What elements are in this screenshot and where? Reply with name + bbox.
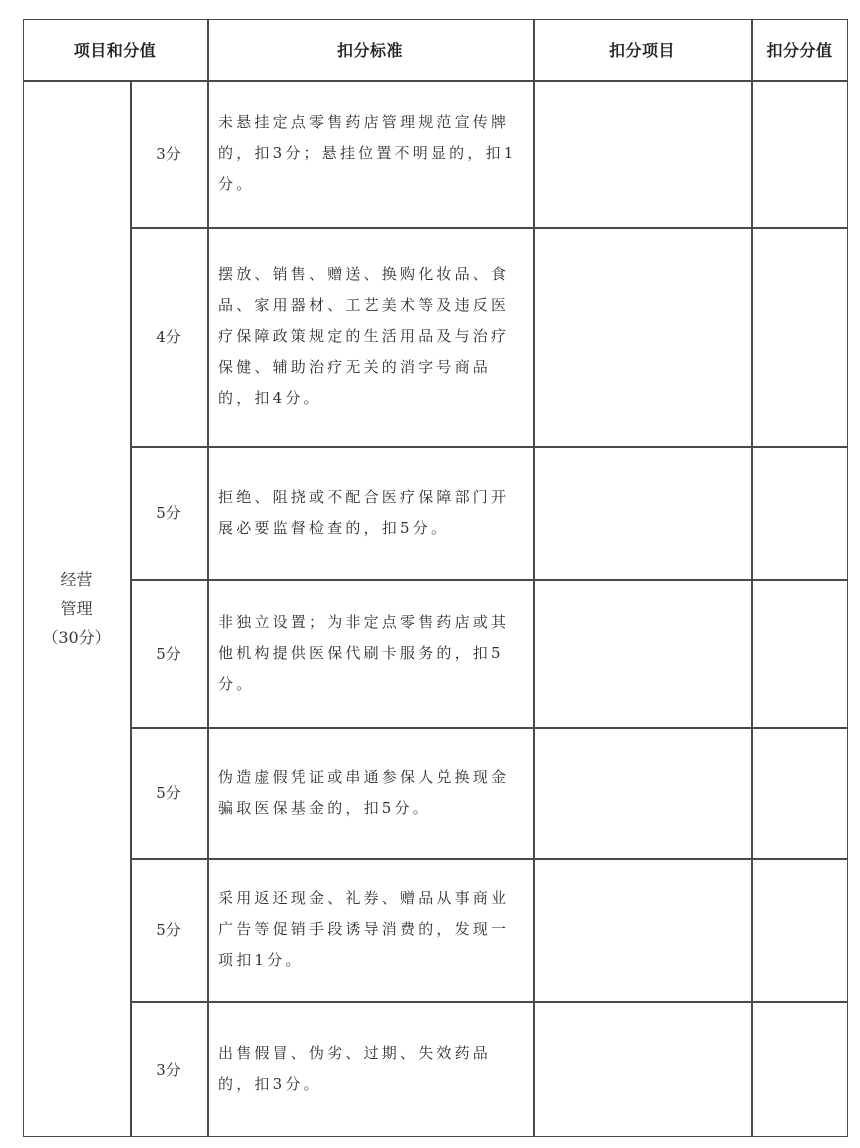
deduction-item-field[interactable] [533,727,751,858]
deduction-value-field[interactable] [751,858,848,1001]
deduction-value-field[interactable] [751,446,848,579]
category-cell [23,80,130,1137]
row-criteria [207,727,533,858]
row-score [130,227,207,446]
header-deduction-value [751,19,848,80]
header-item-and-score [23,19,207,80]
row-score [130,1001,207,1137]
header-label: 项目和分值 [73,41,157,60]
header-criteria [207,19,533,80]
deduction-value-field[interactable] [751,1001,848,1137]
row-criteria [207,80,533,227]
deduction-item-field[interactable] [533,579,751,727]
category-score: （30分） [42,628,111,647]
row-criteria [207,579,533,727]
row-criteria [207,227,533,446]
criteria-text: 出售假冒、伪劣、过期、失效药品的，扣3分。 [218,1044,492,1093]
header-deduction-item [533,19,751,80]
criteria-text: 摆放、销售、赠送、换购化妆品、食品、家用器材、工艺美术等及违反医疗保障政策规定的生活用品及与治疗保健、辅助治疗无关的消字号商品的，扣4分。 [218,265,510,407]
row-criteria [207,858,533,1001]
deduction-value-field[interactable] [751,579,848,727]
row-score [130,727,207,858]
header-label: 扣分项目 [608,41,675,60]
criteria-text: 未悬挂定点零售药店管理规范宣传牌的，扣3分；悬挂位置不明显的，扣1分。 [218,113,517,193]
score-text: 5分 [156,784,181,802]
score-text: 5分 [156,644,181,663]
category-line: 管理 [60,599,93,618]
category-line: 经营 [60,570,93,589]
deduction-item-field[interactable] [533,1001,751,1137]
score-text: 3分 [156,145,181,163]
row-score [130,858,207,1001]
deduction-item-field[interactable] [533,446,751,579]
deduction-value-field[interactable] [751,227,848,446]
deduction-item-field[interactable] [533,227,751,446]
criteria-text: 采用返还现金、礼券、赠品从事商业广告等促销手段诱导消费的，发现一项扣1分。 [218,889,510,969]
row-score [130,80,207,227]
row-score [130,446,207,579]
header-label: 扣分分值 [766,41,833,60]
row-criteria [207,1001,533,1137]
criteria-text: 伪造虚假凭证或串通参保人兑换现金骗取医保基金的，扣5分。 [218,767,510,817]
row-criteria [207,446,533,579]
deduction-item-field[interactable] [533,858,751,1001]
deduction-item-field[interactable] [533,80,751,227]
deduction-value-field[interactable] [751,80,848,227]
score-text: 4分 [156,328,181,346]
deduction-value-field[interactable] [751,727,848,858]
score-text: 5分 [156,504,181,522]
score-text: 5分 [156,921,181,939]
header-label: 扣分标准 [336,41,403,60]
row-score [130,579,207,727]
criteria-text: 拒绝、阻挠或不配合医疗保障部门开展必要监督检查的，扣5分。 [218,487,510,537]
criteria-text: 非独立设置；为非定点零售药店或其他机构提供医保代刷卡服务的，扣5分。 [218,612,510,693]
score-text: 3分 [156,1060,181,1079]
